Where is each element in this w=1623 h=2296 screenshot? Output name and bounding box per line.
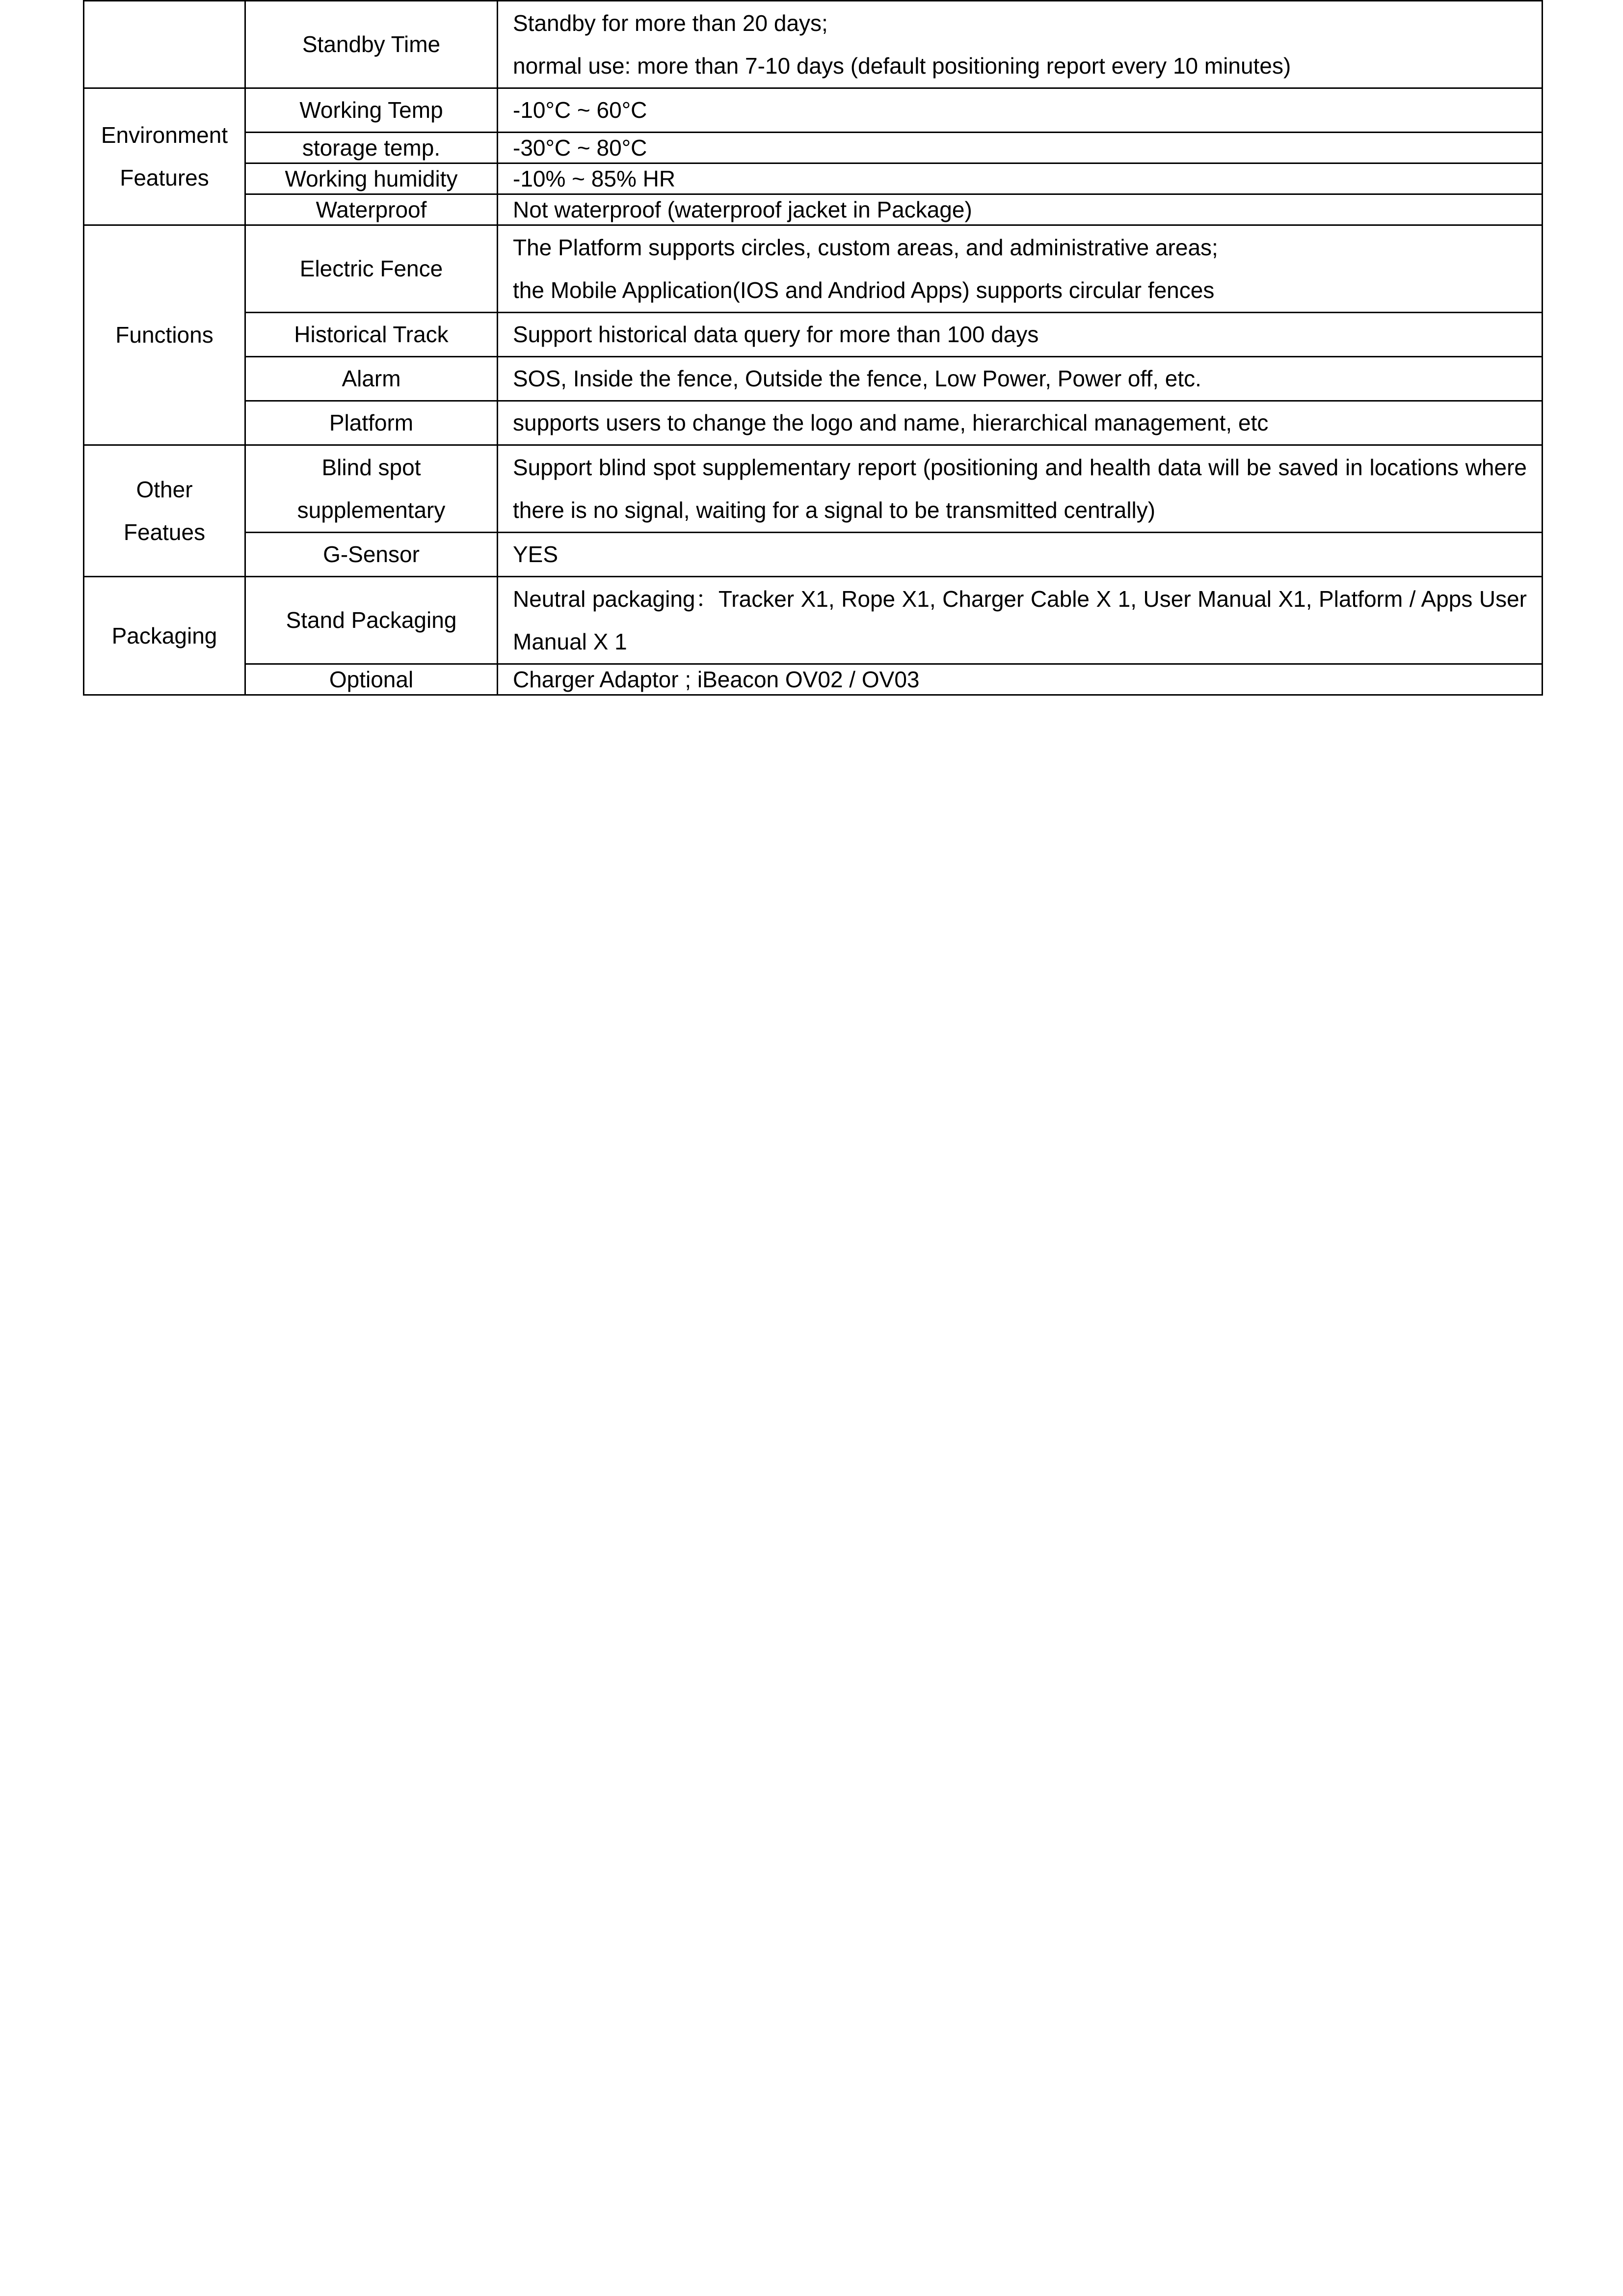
row-platform xyxy=(84,401,1543,445)
item-blind-spot xyxy=(245,445,498,533)
desc-g-sensor: YES xyxy=(498,533,1543,577)
row-working-humidity xyxy=(84,163,1543,194)
row-storage-temp xyxy=(84,133,1543,163)
category-environment-features xyxy=(84,88,245,225)
item-standby-time: Standby Time xyxy=(245,1,498,88)
category-other-features xyxy=(84,445,245,577)
row-optional xyxy=(84,664,1543,695)
desc-platform: supports users to change the logo and name, hierarchical management, etc xyxy=(498,401,1543,445)
desc-working-humidity: -10% ~ 85% HR xyxy=(498,163,1543,194)
spec-table xyxy=(83,0,1543,696)
item-electric-fence: Electric Fence xyxy=(245,225,498,313)
desc-standby-line2: normal use: more than 7-10 days (default positioning report every 10 minutes) xyxy=(513,53,1291,79)
desc-storage-temp: -30°C ~ 80°C xyxy=(498,133,1543,163)
desc-standby-line1: Standby for more than 20 days; xyxy=(513,10,828,36)
item-blind-spot-line2: supplementary xyxy=(297,497,446,523)
row-alarm xyxy=(84,357,1543,401)
row-waterproof xyxy=(84,194,1543,225)
row-historical-track xyxy=(84,313,1543,357)
desc-waterproof: Not waterproof (waterproof jacket in Package) xyxy=(498,194,1543,225)
item-historical-track: Historical Track xyxy=(245,313,498,357)
item-working-temp: Working Temp xyxy=(245,88,498,133)
category-cell-empty xyxy=(84,1,245,88)
row-electric-fence xyxy=(84,225,1543,313)
category-environment-line2: Features xyxy=(120,165,209,190)
category-environment-line1: Environment xyxy=(101,122,228,148)
row-blind-spot xyxy=(84,445,1543,533)
item-g-sensor: G-Sensor xyxy=(245,533,498,577)
item-waterproof: Waterproof xyxy=(245,194,498,225)
item-working-humidity: Working humidity xyxy=(245,163,498,194)
row-g-sensor xyxy=(84,533,1543,577)
category-packaging: Packaging xyxy=(84,577,245,695)
desc-historical-track: Support historical data query for more than 100 days xyxy=(498,313,1543,357)
item-alarm: Alarm xyxy=(245,357,498,401)
desc-electric-fence xyxy=(498,225,1543,313)
row-stand-packaging xyxy=(84,577,1543,664)
desc-standby-time xyxy=(498,1,1543,88)
item-stand-packaging: Stand Packaging xyxy=(245,577,498,664)
item-platform: Platform xyxy=(245,401,498,445)
desc-blind-spot: Support blind spot supplementary report (positioning and health data will be saved in locations where there is no signal, waiting for a signal to be transmitted centrally) xyxy=(498,445,1543,533)
desc-optional: Charger Adaptor ; iBeacon OV02 / OV03 xyxy=(498,664,1543,695)
category-functions: Functions xyxy=(84,225,245,445)
item-optional: Optional xyxy=(245,664,498,695)
desc-electric-fence-line1: The Platform supports circles, custom areas, and administrative areas; xyxy=(513,234,1218,260)
item-blind-spot-line1: Blind spot xyxy=(321,454,421,480)
desc-working-temp: -10°C ~ 60°C xyxy=(498,88,1543,133)
category-other-line1: Other xyxy=(136,476,193,502)
desc-electric-fence-line2: the Mobile Application(IOS and Andriod Apps) supports circular fences xyxy=(513,277,1215,303)
category-other-line2: Featues xyxy=(123,519,206,545)
row-working-temp xyxy=(84,88,1543,133)
row-standby-time xyxy=(84,1,1543,88)
desc-alarm: SOS, Inside the fence, Outside the fence, Low Power, Power off, etc. xyxy=(498,357,1543,401)
item-storage-temp: storage temp. xyxy=(245,133,498,163)
desc-stand-packaging: Neutral packaging：Tracker X1, Rope X1, Charger Cable X 1, User Manual X1, Platform / Apps User Manual X 1 xyxy=(498,577,1543,664)
